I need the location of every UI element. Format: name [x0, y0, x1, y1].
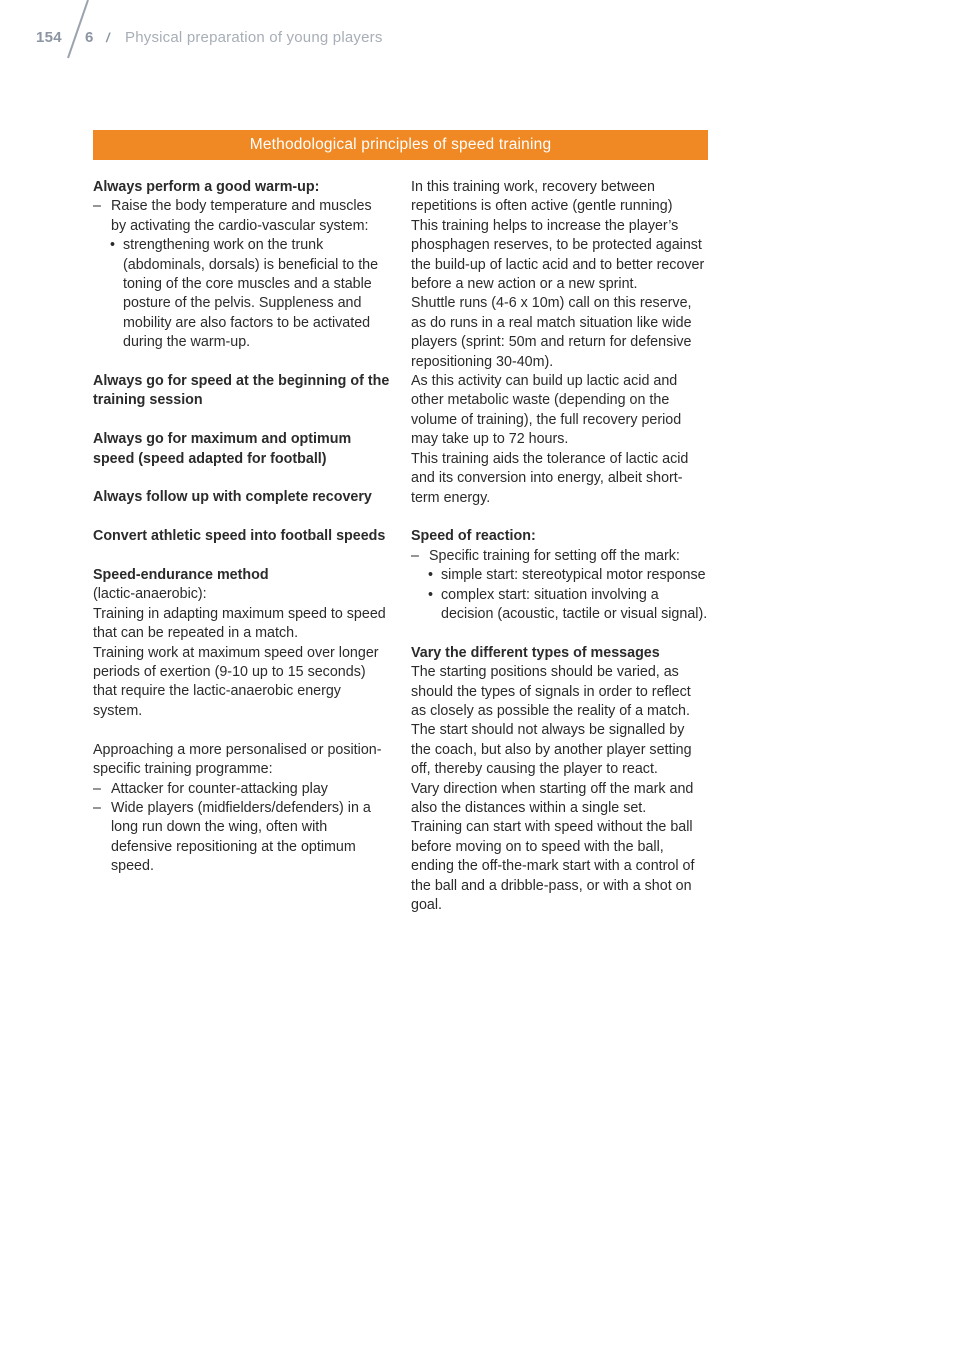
spacer: [411, 624, 708, 643]
paragraph: The starting positions should be varied, as should the types of signals in order to reflect as closely as possible the reality of a match.: [411, 664, 691, 719]
bullet-marker: •: [428, 586, 434, 603]
spacer: [93, 411, 390, 430]
dash-marker: –: [93, 780, 101, 797]
list-item-text: strengthening work on the trunk (abdominals, dorsals) is beneficial to the toning of the core muscles and a stable posture of the pelvis. Suppleness and mobility are also factors to be activated during the warm-up.: [123, 237, 379, 351]
spacer: [93, 547, 390, 566]
paragraph: Shuttle runs (4-6 x 10m) call on this reserve, as do runs in a real match situation like wide players (sprint: 50m and return for defensive repositioning 30-40m).: [411, 295, 692, 370]
paragraph: In this training work, recovery between repetitions is often active (gentle running): [411, 179, 673, 215]
dash-marker: –: [93, 198, 101, 215]
bullet-item: [93, 236, 390, 352]
paragraph: Approaching a more personalised or position-specific training programme:: [93, 741, 382, 778]
paragraph: Training can start with speed without the ball before moving on to speed with the ball, ending the off-the-mark start with a control of the ball and a dribble-pass, or with a shot on goal.: [411, 819, 695, 913]
heading-line: Always follow up with complete recovery: [93, 489, 372, 506]
dash-item: [93, 197, 390, 236]
paragraph: Training work at maximum speed over longer periods of exertion (9-10 up to 15 seconds) that require the lactic-anaerobic energy system.: [93, 644, 379, 719]
paragraph: Vary direction when starting off the mark and also the distances within a single set.: [411, 780, 694, 816]
paragraph: Training in adapting maximum speed to speed that can be repeated in a match.: [93, 605, 386, 642]
heading-line: Speed of reaction:: [411, 528, 536, 545]
bullet-item: [411, 566, 708, 585]
bullet-item: [411, 586, 708, 625]
bullet-marker: •: [428, 567, 434, 584]
paragraph: The start should not always be signalled by the coach, but also by another player setting off, thereby causing the player to react.: [411, 722, 692, 778]
left-column: [93, 178, 390, 915]
list-item-text: complex start: situation involving a decision (acoustic, tactile or visual signal).: [441, 586, 708, 622]
heading-line: Always perform a good warm-up:: [93, 179, 320, 195]
dash-item: [93, 780, 390, 799]
spacer: [93, 469, 390, 488]
dash-item: [411, 547, 708, 566]
dash-marker: –: [93, 799, 101, 816]
spacer: [93, 721, 390, 740]
heading-line: Always go for maximum and optimum speed (speed adapted for football): [93, 431, 352, 467]
right-column: [411, 178, 708, 915]
spacer: [411, 508, 708, 527]
list-item-text: Wide players (midfielders/defenders) in a long run down the wing, often with defensive repositioning at the optimum speed.: [111, 799, 371, 875]
paragraph: This training aids the tolerance of lactic acid and its conversion into energy, albeit short-term energy.: [411, 450, 689, 506]
heading-line: Speed-endurance method: [93, 567, 269, 584]
list-item-text: Specific training for setting off the mark:: [429, 547, 680, 564]
dash-item: [93, 799, 390, 877]
section-banner-title: Methodological principles of speed training: [249, 136, 552, 153]
bullet-marker: •: [110, 237, 116, 254]
section-banner: [93, 130, 708, 160]
dash-marker: –: [411, 547, 419, 564]
chapter-number: 6: [85, 29, 94, 46]
paragraph: As this activity can build up lactic acid and other metabolic waste (depending on the volume of training), the full recovery period may take up to 72 hours.: [411, 373, 682, 448]
header-separator: /: [106, 30, 110, 45]
heading-line: Vary the different types of messages: [411, 644, 660, 661]
spacer: [93, 353, 390, 372]
paragraph: This training helps to increase the player’s phosphagen reserves, to be protected against the build-up of lactic acid and to better recover before a new action or a new sprint.: [411, 217, 705, 293]
list-item-text: Raise the body temperature and muscles by activating the cardio-vascular system:: [111, 198, 372, 234]
paragraph: (lactic-anaerobic):: [93, 586, 207, 603]
spacer: [93, 508, 390, 527]
chapter-title: Physical preparation of young players: [125, 29, 383, 46]
list-item-text: simple start: stereotypical motor response: [441, 567, 706, 584]
page-number: 154: [36, 29, 62, 46]
content-columns: [93, 178, 708, 915]
list-item-text: Attacker for counter-attacking play: [111, 780, 328, 797]
heading-line: Convert athletic speed into football speeds: [93, 528, 386, 545]
heading-line: Always go for speed at the beginning of the training session: [93, 373, 390, 409]
